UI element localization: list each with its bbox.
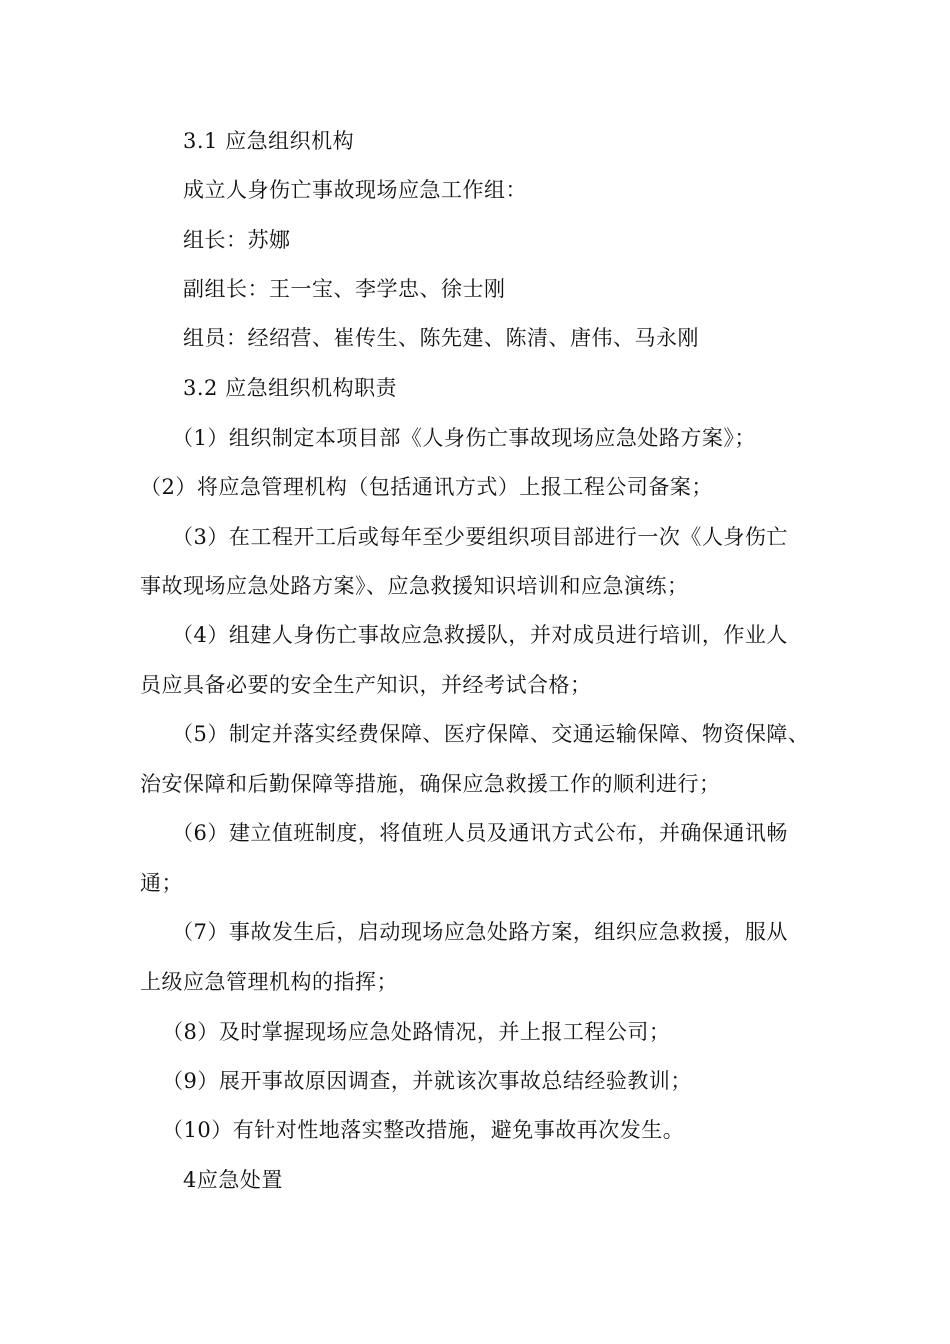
duty-8: （8）及时掌握现场应急处路情况，并上报工程公司； [162, 1020, 671, 1044]
duty-7-line-2: 上级应急管理机构的指挥； [140, 970, 398, 994]
deputy-leaders-line: 副组长：王一宝、李学忠、徐士刚 [183, 277, 506, 301]
duty-4-line-2: 员应具备必要的安全生产知识，并经考试合格； [140, 673, 592, 697]
duty-1: （1）组织制定本项目部《人身伤亡事故现场应急处路方案》； [172, 426, 756, 450]
leader-line: 组长：苏娜 [183, 228, 291, 252]
section-4-heading: 4应急处置 [183, 1168, 283, 1192]
duty-6-line-2: 通； [140, 871, 183, 895]
section-3-2-heading: 3.2 应急组织机构职责 [183, 376, 398, 400]
duty-2: （2）将应急管理机构（包括通讯方式）上报工程公司备案； [140, 475, 713, 499]
members-line: 组员：经绍营、崔传生、陈先建、陈清、唐伟、马永刚 [183, 326, 699, 350]
duty-3-line-2: 事故现场应急处路方案》、应急救援知识培训和应急演练； [140, 574, 689, 598]
duty-9: （9）展开事故原因调查，并就该次事故总结经验教训； [162, 1069, 692, 1093]
section-3-1-heading: 3.1 应急组织机构 [183, 129, 355, 153]
intro-paragraph: 成立人身伤亡事故现场应急工作组： [183, 178, 527, 202]
duty-5-line-1: （5）制定并落实经费保障、医疗保障、交通运输保障、物资保障、 [172, 722, 810, 746]
duty-6-line-1: （6）建立值班制度，将值班人员及通讯方式公布，并确保通讯畅 [172, 821, 788, 845]
duty-7-line-1: （7）事故发生后，启动现场应急处路方案，组织应急救援，服从 [172, 920, 788, 944]
duty-4-line-1: （4）组建人身伤亡事故应急救援队，并对成员进行培训，作业人 [172, 623, 788, 647]
duty-5-line-2: 治安保障和后勤保障等措施，确保应急救援工作的顺利进行； [140, 772, 721, 796]
duty-3-line-1: （3）在工程开工后或每年至少要组织项目部进行一次《人身伤亡 [172, 525, 788, 549]
duty-10: （10）有针对性地落实整改措施，避免事故再次发生。 [162, 1118, 685, 1142]
